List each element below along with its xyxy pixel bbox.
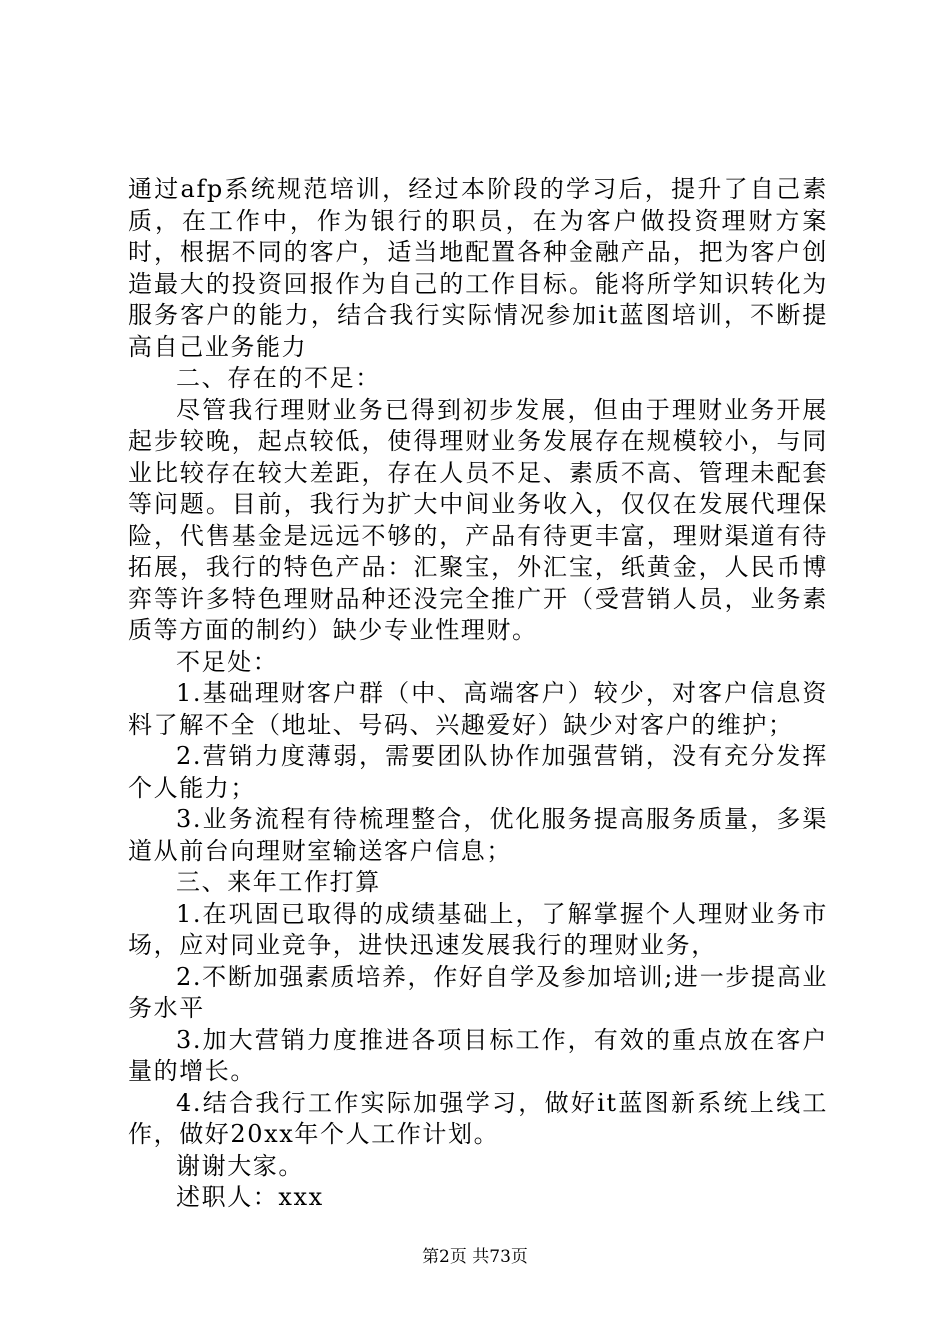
plan-item-2: 2.不断加强素质培养，作好自学及参加培训;进一步提高业务水平 [128, 962, 828, 1022]
heading-next-year-plan: 三、来年工作打算 [176, 868, 381, 896]
paragraph-training: 通过afp系统规范培训，经过本阶段的学习后，提升了自己素质，在工作中，作为银行的职员，在为客户做投资理财方案时，根据不同的客户，适当地配置各种金融产品，把为客户创造最大的投资回报作为自己的工作目标。能将所学知识转化为服务客户的能力，结合我行实际情况参加it蓝图培训，不断提高自己业务能力 [128, 175, 828, 361]
deficiency-item-3: 3.业务流程有待梳理整合，优化服务提高服务质量，多渠道从前台向理财室输送客户信息； [128, 805, 828, 865]
plan-item-1: 1.在巩固已取得的成绩基础上，了解掌握个人理财业务市场，应对同业竞争，进快迅速发展我行的理财业务， [128, 899, 828, 959]
deficiency-item-2: 2.营销力度薄弱，需要团队协作加强营销，没有充分发挥个人能力； [128, 742, 828, 802]
signature-line: 述职人：xxx [176, 1183, 324, 1211]
closing-thanks: 谢谢大家。 [176, 1151, 304, 1180]
plan-item-3: 3.加大营销力度推进各项目标工作，有效的重点放在客户量的增长。 [128, 1025, 828, 1085]
paragraph-shortcomings: 尽管我行理财业务已得到初步发展，但由于理财业务开展起步较晚，起点较低，使得理财业务发展存在规模较小，与同业比较存在较大差距，存在人员不足、素质不高、管理未配套等问题。目前，我行为扩大中间业务收入，仅仅在发展代理保险，代售基金是远远不够的，产品有待更丰富，理财渠道有待拓展，我行的特色产品：汇聚宝，外汇宝，纸黄金，人民币博弈等许多特色理财品种还没完全推广开（受营销人员，业务素质等方面的制约）缺少专业性理财。 [128, 395, 828, 644]
page-footer: 第2页 共73页 [422, 1247, 528, 1267]
document-body [128, 174, 828, 1214]
heading-shortcomings: 二、存在的不足： [176, 364, 381, 392]
deficiency-item-1: 1.基础理财客户群（中、高端客户）较少，对客户信息资料了解不全（地址、号码、兴趣爱好）缺少对客户的维护； [128, 679, 828, 739]
plan-item-4: 4.结合我行工作实际加强学习，做好it蓝图新系统上线工作，做好20xx年个人工作计划。 [128, 1088, 828, 1148]
heading-deficiencies: 不足处： [176, 647, 279, 676]
